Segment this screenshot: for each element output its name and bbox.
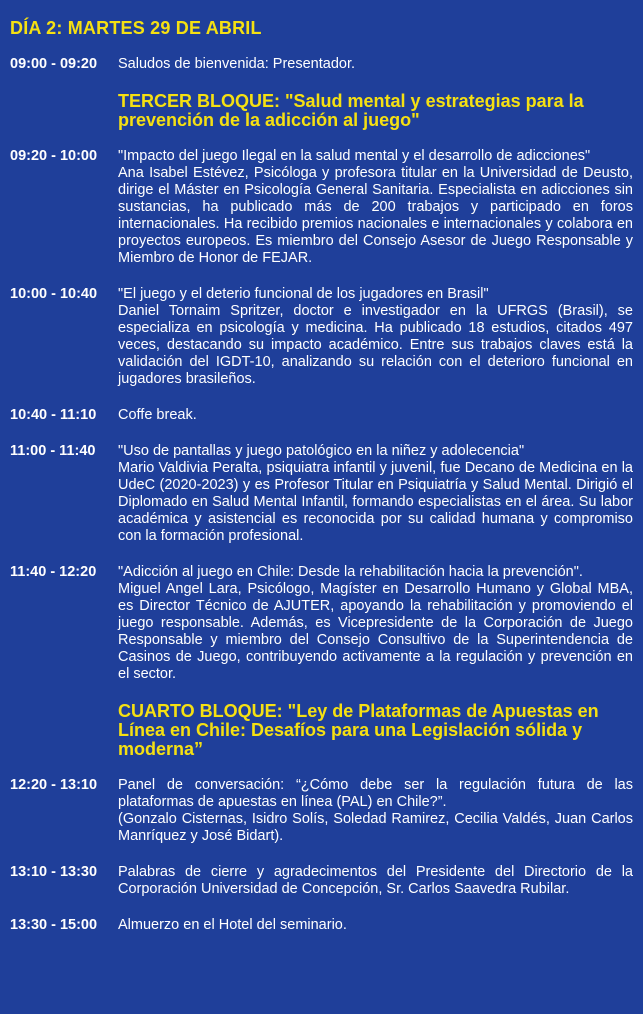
- event-title: Almuerzo en el Hotel del seminario.: [118, 917, 347, 933]
- time-slot: 12:20 - 13:10: [10, 777, 98, 793]
- event-description: [118, 564, 633, 683]
- schedule-row: [10, 443, 633, 545]
- event-title: "Adicción al juego en Chile: Desde la rehabilitación hacia la prevención".: [118, 564, 583, 580]
- event-title: Panel de conversación: “¿Cómo debe ser la regulación futura de las plataformas de apuestas en línea (PAL) en Chile?”.: [118, 777, 633, 810]
- event-description: [118, 148, 633, 267]
- schedule-row: [10, 917, 633, 934]
- time-slot: 09:20 - 10:00: [10, 148, 98, 164]
- schedule-row: [10, 407, 633, 424]
- event-description: [118, 286, 633, 388]
- panel-participants: (Gonzalo Cisternas, Isidro Solís, Soledad Ramirez, Cecilia Valdés, Juan Carlos Manríquez y José Bidart).: [118, 811, 633, 844]
- event-title: Saludos de bienvenida: Presentador.: [118, 56, 356, 72]
- schedule-row: [10, 148, 633, 267]
- schedule-row: [10, 777, 633, 845]
- event-title: "El juego y el deterio funcional de los jugadores en Brasil": [118, 286, 489, 302]
- event-description: [118, 56, 633, 73]
- section-title-cuarto-bloque: CUARTO BLOQUE: "Ley de Plataformas de Apuestas en Línea en Chile: Desafíos para una Legislación sólida y moderna”: [118, 701, 599, 759]
- time-slot: 10:40 - 11:10: [10, 407, 97, 423]
- schedule-row: [10, 564, 633, 683]
- schedule-row: [10, 864, 633, 898]
- event-description: [118, 443, 633, 545]
- speaker-bio: Miguel Angel Lara, Psicólogo, Magíster en Desarrollo Humano y Global MBA, es Director Técnico de AJUTER, apoyando la rehabilitación y promoviendo el juego responsable. Además, es Vicepresidente de la Corporación de Juego Responsable y miembro del Consejo Consultivo de la Superintendencia de Casinos de Juego, contribuyendo activamente a la regulación y prevención en el sector.: [118, 581, 633, 682]
- time-slot: 10:00 - 10:40: [10, 286, 98, 302]
- speaker-bio: Daniel Tornaim Spritzer, doctor e investigador en la UFRGS (Brasil), se especializa en psicología y medicina. Ha publicado 18 estudios, citados 497 veces, destacando su impacto académico. Entre sus trabajos claves está la validación del IGDT-10, analizando su relación con el deterioro funcional en jugadores brasileños.: [118, 303, 633, 387]
- speaker-bio: Ana Isabel Estévez, Psicóloga y profesora titular en la Universidad de Deusto, dirige el Máster en Psicología General Sanitaria. Especialista en adicciones sin sustancias, ha publicado más de 200 trabajos y participado en foros internacionales. Ha recibido premios nacionales e internacionales y colabora en proyectos europeos. Es miembro del Consejo Asesor de Juego Responsable y Miembro de Honor de FEJAR.: [118, 165, 633, 266]
- event-title: "Impacto del juego Ilegal en la salud mental y el desarrollo de adicciones": [118, 148, 591, 164]
- day-title: DÍA 2: MARTES 29 DE ABRIL: [10, 18, 262, 38]
- time-slot: 09:00 - 09:20: [10, 56, 98, 72]
- section-title-tercer-bloque: TERCER BLOQUE: "Salud mental y estrategias para la prevención de la adicción al juego": [118, 91, 584, 130]
- speaker-bio: Mario Valdivia Peralta, psiquiatra infantil y juvenil, fue Decano de Medicina en la UdeC (2020-2023) y es Profesor Titular en Psiquiatría y Salud Mental. Dirigió el Diplomado en Salud Mental Infantil, formando especialistas en el área. Su labor académica y asistencial es reconocida por su calidad humana y compromiso con la formación profesional.: [118, 460, 633, 544]
- time-slot: 13:30 - 15:00: [10, 917, 98, 933]
- schedule-row: [10, 56, 633, 73]
- time-slot: 11:00 - 11:40: [10, 443, 96, 459]
- event-description: [118, 864, 633, 898]
- event-title: Coffe break.: [118, 407, 197, 423]
- event-description: [118, 407, 633, 424]
- event-description: [118, 917, 633, 934]
- schedule-row: [10, 286, 633, 388]
- time-slot: 11:40 - 12:20: [10, 564, 97, 580]
- event-description: [118, 777, 633, 845]
- time-slot: 13:10 - 13:30: [10, 864, 98, 880]
- event-title: "Uso de pantallas y juego patológico en la niñez y adolecencia": [118, 443, 525, 459]
- event-title: Palabras de cierre y agradecimentos del Presidente del Directorio de la Corporación Universidad de Concepción, Sr. Carlos Saavedra Rubilar.: [118, 864, 633, 897]
